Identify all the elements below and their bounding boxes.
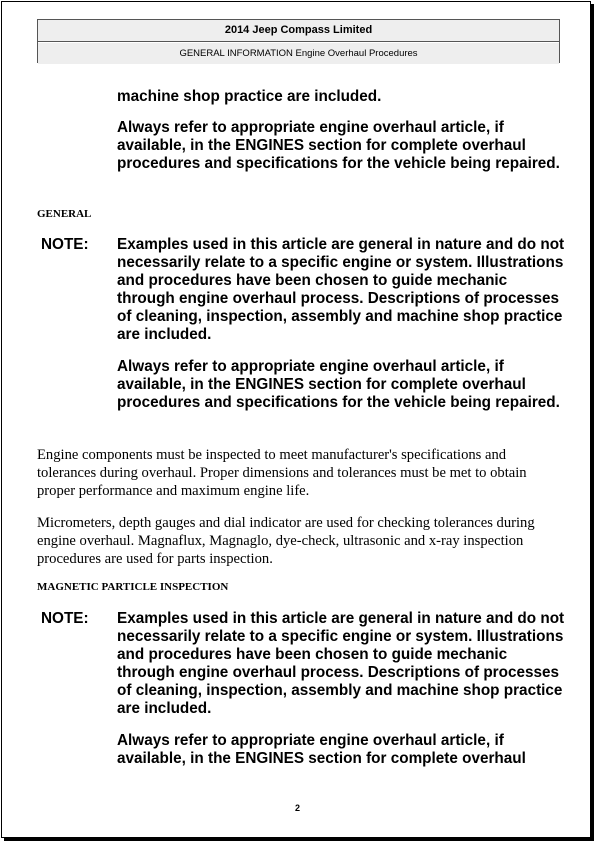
section-heading-general: GENERAL [37,208,92,220]
body-paragraph: Micrometers, depth gauges and dial indicator are used for checking tolerances during engine overhaul. Magnaflux, Magnaglo, dye-check, ultrasonic and x-ray inspection procedures are used for parts inspection. [37,515,535,567]
page-number: 2 [294,803,300,813]
continued-refer-text: Always refer to appropriate engine overhaul article, if available, in the ENGINES section for complete overhaul procedures and specifications for the vehicle being repaired. [117,119,560,172]
note-label: NOTE: [41,610,89,627]
note-label: NOTE: [41,236,89,253]
document-title: 2014 Jeep Compass Limited [38,20,559,42]
document-header [37,19,560,63]
note-text: Examples used in this article are general in nature and do not necessarily relate to a specific engine or system. Illustrations and procedures have been chosen to guide mechanic through engine overhaul process. Descriptions of processes of cleaning, inspection, assembly and machine shop practice are included. [117,236,565,343]
note-refer-text: Always refer to appropriate engine overhaul article, if available, in the ENGINES section for complete overhaul procedures and specifications for the vehicle being repaired. [117,358,560,411]
body-paragraph: Engine components must be inspected to meet manufacturer's specifications and tolerances during overhaul. Proper dimensions and tolerances must be met to obtain proper performance and maximum engine life. [37,447,527,499]
continued-note-text: machine shop practice are included. [117,88,382,105]
note-refer-text: Always refer to appropriate engine overhaul article, if available, in the ENGINES section for complete overhaul [117,732,526,767]
section-heading-magnetic-particle: MAGNETIC PARTICLE INSPECTION [37,581,229,593]
note-text: Examples used in this article are general in nature and do not necessarily relate to a specific engine or system. Illustrations and procedures have been chosen to guide mechanic through engine overhaul process. Descriptions of processes of cleaning, inspection, assembly and machine shop practice are included. [117,610,565,717]
document-subtitle: GENERAL INFORMATION Engine Overhaul Procedures [38,42,559,64]
